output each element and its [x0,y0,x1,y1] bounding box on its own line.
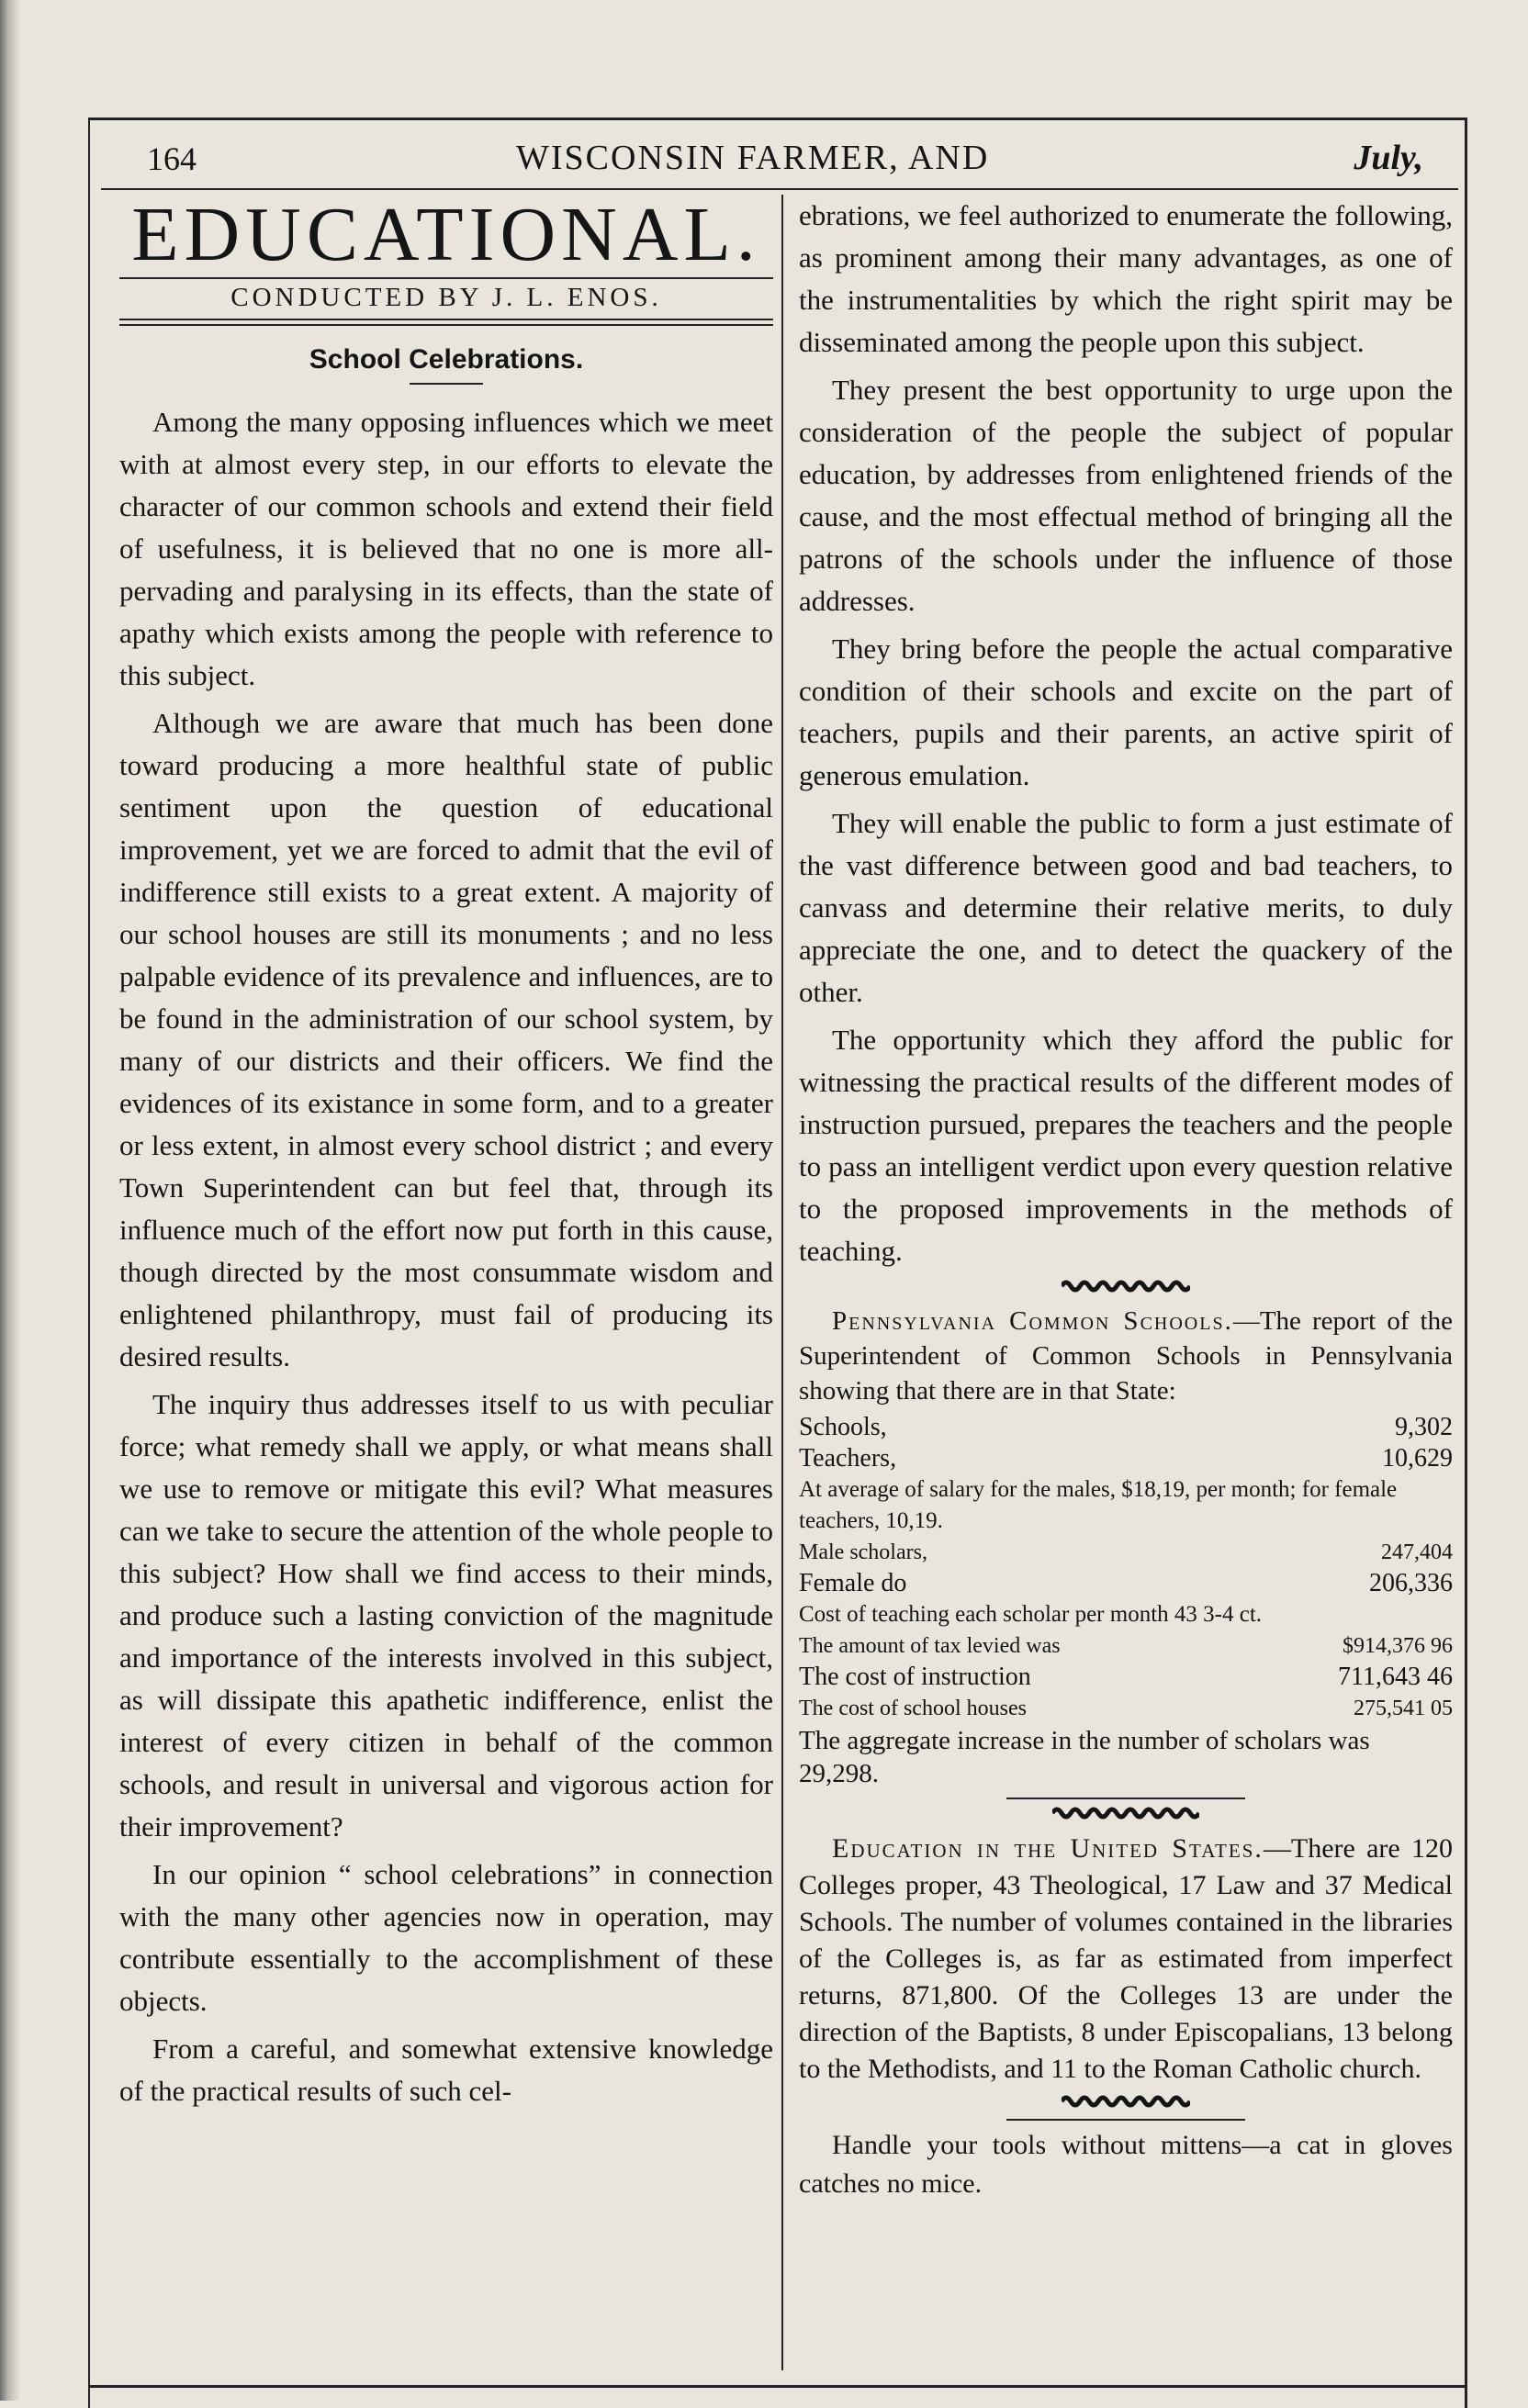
stat-row [799,1443,1453,1474]
section-title: EDUCATIONAL. [131,192,761,277]
stat-value: 9,302 [1395,1413,1453,1441]
stat-label: The amount of tax levied was [799,1634,1061,1658]
usa-lead: Education in the United States. [832,1833,1264,1864]
column-divider [781,195,783,2370]
stat-value: 206,336 [1369,1569,1453,1597]
article-paragraph: They will enable the public to form a just estimate of the vast difference between good and bad teachers, to canvass and determine their relative merits, to duly appreciate the one, and to detect the quackery of the other. [799,807,1453,1008]
stat-value: 10,629 [1382,1444,1453,1473]
article-paragraph: Although we are aware that much has been done toward producing a more healthful state of public sentiment upon the question of educational improvement, yet we are forced to admit that the evil of indifference still exists to a great extent. A majority of our school houses are still its monuments ; and no less palpable evidence of its prevalence and influences, are to be found in the administration of our school system, by many of our districts and their officers. We find the evidences of its existance in some form, and to a greater or less extent, in almost every school district ; and every Town Superintendent can but feel that, through its influence much of the effort now put forth in this cause, though directed by the most consummate wisdom and enlightened philanthropy, must fail of producing its desired results. [119,707,773,1372]
stat-value: 247,404 [1381,1540,1453,1564]
stat-row [799,1412,1453,1443]
issue-month: July, [1354,139,1423,177]
article-paragraph: From a careful, and somewhat extensive knowledge of the practical results of such cel- [119,2033,773,2107]
stat-value: 275,541 05 [1354,1697,1453,1720]
usa-notice [799,1831,1453,2088]
penn-statistics [799,1412,1453,1790]
stat-label: Male scholars, [799,1540,927,1564]
stat-row [799,1693,1453,1724]
article-paragraph: In our opinion “ school celebrations” in connection with the many other agencies now in operation, may contribute essentially to the accomplishment of these objects. [119,1858,773,2017]
stat-row [799,1662,1453,1693]
aggregate-line: The aggregate increase in the number of scholars was 29,298. [799,1726,1370,1788]
ornamental-divider [799,1805,1453,1827]
ornamental-divider [799,2093,1453,2115]
left-column [119,193,773,2112]
page-border-bottom [88,2385,1467,2388]
article-paragraph: The inquiry thus addresses itself to us with peculiar force; what remedy shall we apply, or what means shall we use to remove or mitigate this evil? What measures can we take to secure the attention of the whole people to this subject? How shall we find access to their minds, and produce such a lasting conviction of the magnitude and importance of the interests involved in this subject, as will dissipate this apathetic indifference, enlist the interest of every citizen in behalf of the common schools, and result in universal and vigorous action for their improvement? [119,1388,773,1842]
section-rule [1006,1798,1245,1799]
stat-row [799,1630,1453,1662]
usa-text: —There are 120 Colleges proper, 43 Theological, 17 Law and 37 Medical Schools. The number of volumes contained in the libraries of the Colleges is, as far as estimated from imperfect returns, 871,800. Of the Colleges 13 are under the direction of the Baptists, 8 under Episcopalians, 13 belong to the Methodists, and 11 to the Roman Catholic church. [799,1833,1453,2084]
header-rule [101,188,1458,190]
stat-value: 711,643 46 [1338,1663,1453,1691]
penn-lead: Pennsylvania Common Schools. [832,1306,1233,1336]
pennsylvania-notice [799,1304,1453,1790]
stat-label: Female do [799,1569,907,1597]
article-paragraph: They bring before the people the actual comparative condition of their schools and excite on the part of teachers, pupils and their parents, an active spirit of generous emulation. [799,633,1453,791]
stat-label: Teachers, [799,1444,897,1473]
article-continuation: ebrations, we feel authorized to enumerate the following, as prominent among their many advantages, as one of the instrumentalities by which the right spirit may be disseminated among the people upon this subject. [799,199,1453,358]
section-rule [1006,2119,1245,2121]
stat-row [799,1537,1453,1568]
penn-intro-text: —The report of the Superintendent of Common Schools in Pennsylvania showing that there are in that State: [799,1306,1453,1406]
stat-label: The cost of school houses [799,1697,1027,1720]
page-edge-shadow [0,0,20,2401]
ornamental-divider [799,1278,1453,1300]
penn-intro [799,1304,1453,1408]
running-title: WISCONSIN FARMER, AND [516,139,990,177]
cost-teaching-line: Cost of teaching each scholar per month 43 3-4 ct. [799,1602,1263,1627]
running-header [138,129,1423,185]
salary-line: At average of salary for the males, $18,19, per month; for female teachers, 10,19. [799,1477,1398,1533]
heading-short-rule [410,383,483,385]
article-paragraph: Among the many opposing influences which we meet with at almost every step, in our efforts to elevate the character of our common schools and extend their field of usefulness, it is believed that no one is more all-pervading and paralysing in its effects, than the state of apathy which exists among the people with reference to this subject. [119,406,773,691]
stat-label: The cost of instruction [799,1663,1031,1691]
title-rule [119,277,773,279]
article-paragraph: The opportunity which they afford the public for witnessing the practical results of the different modes of instruction pursued, prepares the teachers and the people to pass an intelligent verdict upon every question relative to the proposed improvements in the methods of teaching. [799,1024,1453,1267]
conductor-byline: CONDUCTED BY J. L. ENOS. [230,283,662,312]
stat-row [799,1568,1453,1599]
right-column [799,195,1453,2203]
closing-proverb: Handle your tools without mittens—a cat in gloves catches no mice. [799,2130,1453,2199]
article-heading: School Celebrations. [309,344,584,375]
page-number: 164 [147,140,197,177]
stat-value: $914,376 96 [1343,1634,1453,1658]
byline-double-rule [119,319,773,326]
stat-label: Schools, [799,1413,887,1441]
article-paragraph: They present the best opportunity to urge upon the consideration of the people the subject of popular education, by addresses from enlightened friends of the cause, and the most effectual method of bringing all the patrons of the schools under the influence of those addresses. [799,374,1453,617]
